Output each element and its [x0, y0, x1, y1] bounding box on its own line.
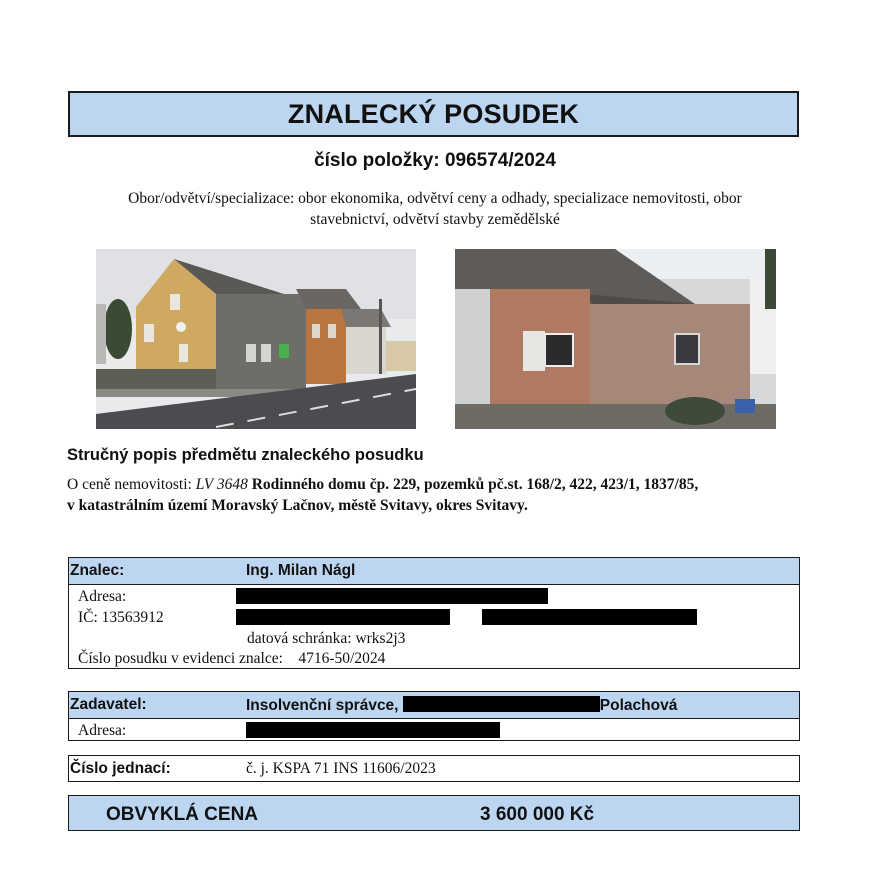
redaction-bar [403, 696, 600, 712]
summary-prefix: O ceně nemovitosti: [67, 476, 196, 493]
redaction-bar [246, 722, 500, 738]
summary-heading: Stručný popis předmětu znaleckého posudku [67, 446, 424, 464]
expert-data-box: datová schránka: wrks2j3 [247, 630, 406, 647]
client-table-header [69, 692, 799, 719]
summary-bold-2: v katastrálním území Moravský Lačnov, městě Svitavy, okres Svitavy. [67, 497, 528, 514]
case-number-box [68, 755, 800, 782]
client-table [68, 691, 800, 741]
specialization [62, 188, 808, 230]
summary-line-2 [67, 495, 827, 516]
title-box [68, 91, 799, 137]
specialization-line-2: stavebnictví, odvětví stavby zemědělské [310, 211, 560, 228]
summary-bold-1: Rodinného domu čp. 229, pozemků pč.st. 168/2, 422, 423/1, 1837/85, [247, 476, 699, 493]
price-value: 3 600 000 Kč [480, 804, 595, 825]
redaction-bar [236, 588, 548, 604]
client-name-prefix: Insolvenční správce, [246, 697, 403, 714]
expert-table-header [69, 558, 799, 585]
client-name-suffix: Polachová [599, 697, 678, 714]
redaction-bar [236, 609, 450, 625]
item-number: číslo položky: 096574/2024 [314, 150, 556, 171]
house-street-photo [96, 249, 416, 429]
expert-report-number: Číslo posudku v evidenci znalce: 4716-50/2024 [78, 650, 386, 667]
price-box [68, 795, 800, 831]
specialization-line-1: Obor/odvětví/specializace: obor ekonomika, odvětví ceny a odhady, specializace nemovitosti, obor [128, 190, 742, 207]
case-number-label: Číslo jednací: [70, 760, 171, 777]
expert-address-label: Adresa: [78, 588, 127, 605]
house-rear-photo [455, 249, 776, 429]
case-number-value: č. j. KSPA 71 INS 11606/2023 [246, 760, 436, 777]
client-label: Zadavatel: [70, 696, 147, 713]
price-label: OBVYKLÁ CENA [106, 804, 259, 825]
summary-line-1 [67, 474, 827, 495]
client-name [246, 696, 677, 715]
summary-text [67, 474, 827, 516]
expert-label: Znalec: [70, 562, 125, 579]
client-address-label: Adresa: [78, 722, 127, 739]
expert-ic: IČ: 13563912 [78, 609, 164, 626]
lv-number: LV 3648 [195, 476, 248, 493]
redaction-bar [482, 609, 697, 625]
document-title: ZNALECKÝ POSUDEK [287, 98, 580, 129]
expert-name: Ing. Milan Nágl [246, 562, 356, 579]
expert-table [68, 557, 800, 669]
